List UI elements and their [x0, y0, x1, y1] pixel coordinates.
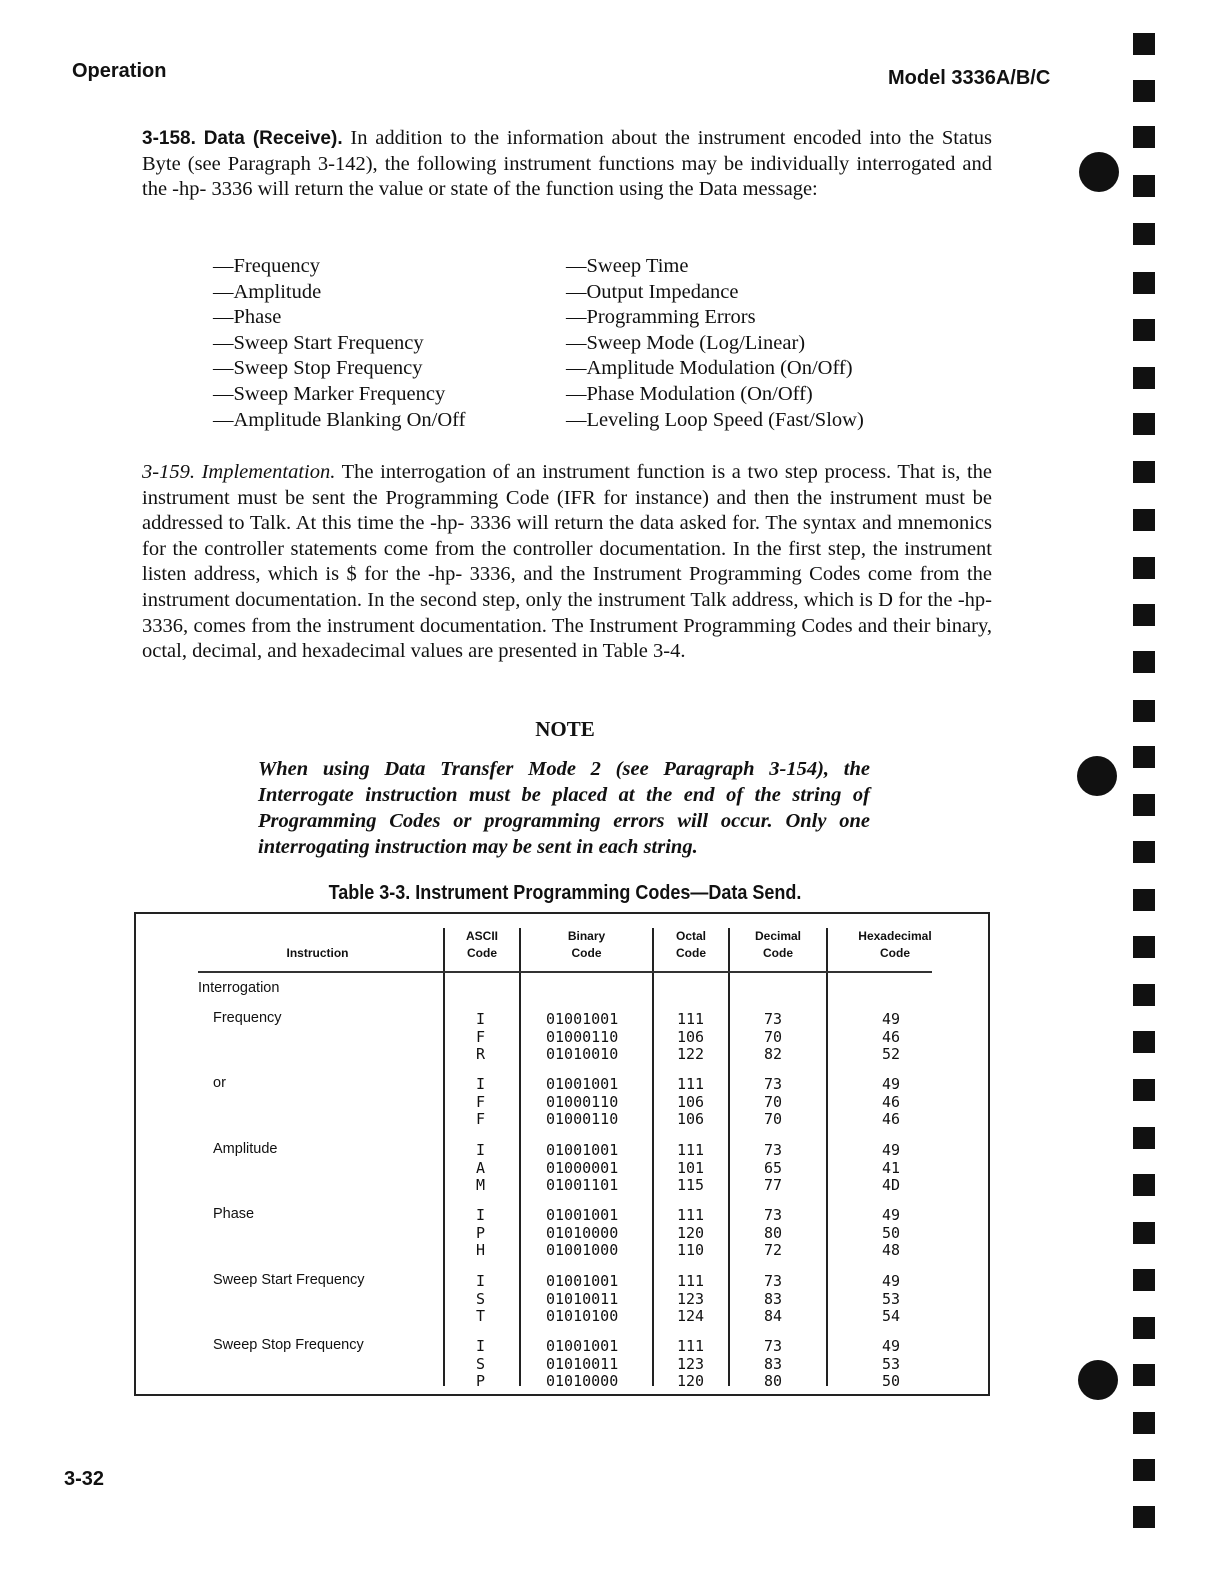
column-divider	[443, 928, 445, 1386]
instruction-label: Phase	[213, 1206, 255, 1222]
list-item: —Phase	[213, 306, 282, 329]
list-item: —Phase Modulation (On/Off)	[566, 382, 813, 405]
ascii-cell: I S P	[476, 1337, 486, 1391]
header-rule	[198, 971, 932, 973]
list-item: —Programming Errors	[566, 306, 756, 329]
ascii-cell: I F R	[476, 1010, 486, 1064]
list-item: —Frequency	[213, 255, 321, 277]
binary-cell: 01001001 01000110 01010010	[546, 1010, 619, 1064]
decimal-cell: 73 70 70	[764, 1075, 783, 1129]
paragraph-3-158	[142, 126, 992, 203]
edge-index-mark	[1133, 1031, 1155, 1053]
edge-index-mark	[1133, 175, 1155, 197]
edge-index-mark	[1133, 1222, 1155, 1244]
instruction-label: Sweep Start Frequency	[213, 1272, 365, 1288]
binary-cell: 01001001 01010011 01010000	[546, 1337, 619, 1391]
paragraph-3-159	[142, 460, 992, 665]
note-body: When using Data Transfer Mode 2 (see Paragraph 3-154), the Interrogate instruction must be placed at the end of the string of Programming Codes or programming errors will occur. Only one interrogating instruction may be sent in each string.	[258, 758, 870, 858]
para-3-158-title: Data (Receive).	[203, 128, 343, 149]
ascii-cell: I P H	[476, 1206, 486, 1260]
decimal-cell: 73 80 72	[764, 1206, 783, 1260]
edge-index-mark	[1133, 1174, 1155, 1196]
header-hex: Hexadecimal Code	[858, 929, 932, 960]
header-decimal: Decimal Code	[754, 929, 802, 960]
edge-index-mark	[1133, 1269, 1155, 1291]
edge-index-mark	[1133, 1412, 1155, 1434]
note-title: NOTE	[535, 717, 595, 741]
edge-index-mark	[1133, 746, 1155, 768]
model-label: Model 3336A/B/C	[888, 67, 1051, 89]
section-title: Operation	[72, 60, 167, 82]
decimal-cell: 73 65 77	[764, 1141, 783, 1195]
interrogation-label: Interrogation	[198, 980, 280, 996]
ascii-cell: I F F	[476, 1075, 486, 1129]
para-3-159-body: The interrogation of an instrument function is a two step process. That is, the instrument must be sent the Programming Code (IFR for instance) and then the instrument must be addressed to Talk. At this time the -hp- 3336 will return the data asked for. The syntax and mnemonics for the controller statements come from the controller documentation. In the first step, the instrument listen address, which is $ for the -hp- 3336, and the Instrument Programming Codes come from the instrument documentation. In the second step, only the instrument Talk address, which is D for the -hp- 3336, comes from the instrument documentation. The Instrument Programming Codes and their binary, octal, decimal, and hexadecimal values are presented in Table 3-4.	[142, 461, 992, 663]
list-item: —Amplitude Blanking On/Off	[213, 408, 466, 431]
header-octal: Octal Code	[675, 929, 706, 960]
hex-cell: 49 46 52	[882, 1010, 901, 1064]
hex-cell: 49 46 46	[882, 1075, 901, 1129]
table-caption: Table 3-3. Instrument Programming Codes—Data Send.	[328, 882, 802, 904]
list-item: —Sweep Start Frequency	[213, 331, 424, 354]
edge-index-mark	[1133, 604, 1155, 626]
ascii-cell: I A M	[476, 1141, 486, 1195]
binder-hole	[1077, 756, 1117, 796]
list-item: —Leveling Loop Speed (Fast/Slow)	[566, 408, 864, 431]
octal-cell: 111 120 110	[677, 1206, 705, 1260]
edge-index-mark	[1133, 1506, 1155, 1528]
function-list-right	[566, 254, 864, 433]
octal-cell: 111 101 115	[677, 1141, 705, 1195]
list-item: —Sweep Time	[566, 255, 689, 277]
para-3-159-number: 3-159.	[142, 461, 195, 483]
header-ascii: ASCII Code	[465, 929, 498, 960]
column-divider	[728, 928, 730, 1386]
column-divider	[826, 928, 828, 1386]
octal-cell: 111 123 124	[677, 1272, 705, 1326]
binder-hole	[1079, 152, 1119, 192]
edge-index-mark	[1133, 80, 1155, 102]
edge-index-mark	[1133, 841, 1155, 863]
para-3-158-body: In addition to the information about the instrument encoded into the Status Byte (see Paragraph 3-142), the following instrument functions may be individually interrogated and the -hp- 3336 will return the value or state of the function using the Data message:	[142, 127, 992, 201]
edge-index-mark	[1133, 272, 1155, 294]
binder-hole	[1078, 1360, 1118, 1400]
ascii-cell: I S T	[476, 1272, 486, 1326]
edge-index-mark	[1133, 367, 1155, 389]
hex-cell: 49 53 50	[882, 1337, 901, 1391]
edge-index-mark	[1133, 936, 1155, 958]
edge-index-mark	[1133, 557, 1155, 579]
edge-index-mark	[1133, 413, 1155, 435]
list-item: —Sweep Marker Frequency	[213, 382, 446, 405]
column-divider	[519, 928, 521, 1386]
edge-index-mark	[1133, 1459, 1155, 1481]
instruction-label: Amplitude	[213, 1141, 278, 1157]
edge-index-mark	[1133, 509, 1155, 531]
decimal-cell: 73 83 84	[764, 1272, 783, 1326]
edge-index-mark	[1133, 794, 1155, 816]
header-binary: Binary Code	[567, 929, 606, 960]
edge-index-mark	[1133, 984, 1155, 1006]
list-item: —Sweep Stop Frequency	[213, 357, 423, 380]
edge-index-mark	[1133, 319, 1155, 341]
function-list-left	[213, 254, 465, 433]
edge-index-mark	[1133, 1079, 1155, 1101]
para-3-159-title: Implementation.	[201, 461, 336, 483]
octal-cell: 111 123 120	[677, 1337, 705, 1391]
hex-cell: 49 50 48	[882, 1206, 901, 1260]
edge-index-mark	[1133, 1127, 1155, 1149]
list-item: —Amplitude	[213, 280, 322, 303]
edge-index-mark	[1133, 1364, 1155, 1386]
list-item: —Sweep Mode (Log/Linear)	[566, 331, 806, 354]
octal-cell: 111 106 106	[677, 1075, 705, 1129]
decimal-cell: 73 83 80	[764, 1337, 783, 1391]
binary-cell: 01001001 01010000 01001000	[546, 1206, 619, 1260]
column-divider	[652, 928, 654, 1386]
edge-index-mark	[1133, 889, 1155, 911]
page-number: 3-32	[64, 1468, 105, 1490]
edge-index-mark	[1133, 126, 1155, 148]
octal-cell: 111 106 122	[677, 1010, 705, 1064]
instruction-label: or	[213, 1075, 226, 1091]
edge-index-mark	[1133, 461, 1155, 483]
binary-cell: 01001001 01010011 01010100	[546, 1272, 619, 1326]
instruction-label: Frequency	[213, 1010, 282, 1026]
list-item: —Amplitude Modulation (On/Off)	[566, 357, 853, 380]
binary-cell: 01001001 01000110 01000110	[546, 1075, 619, 1129]
edge-index-mark	[1133, 700, 1155, 722]
instruction-label: Sweep Stop Frequency	[213, 1337, 364, 1353]
decimal-cell: 73 70 82	[764, 1010, 783, 1064]
edge-index-mark	[1133, 33, 1155, 55]
para-3-158-number: 3-158.	[142, 128, 196, 149]
edge-index-mark	[1133, 651, 1155, 673]
hex-cell: 49 53 54	[882, 1272, 901, 1326]
edge-index-mark	[1133, 1317, 1155, 1339]
edge-index-mark	[1133, 223, 1155, 245]
binary-cell: 01001001 01000001 01001101	[546, 1141, 619, 1195]
hex-cell: 49 41 4D	[882, 1141, 901, 1195]
list-item: —Output Impedance	[566, 280, 739, 303]
header-instruction: Instruction	[286, 946, 349, 960]
